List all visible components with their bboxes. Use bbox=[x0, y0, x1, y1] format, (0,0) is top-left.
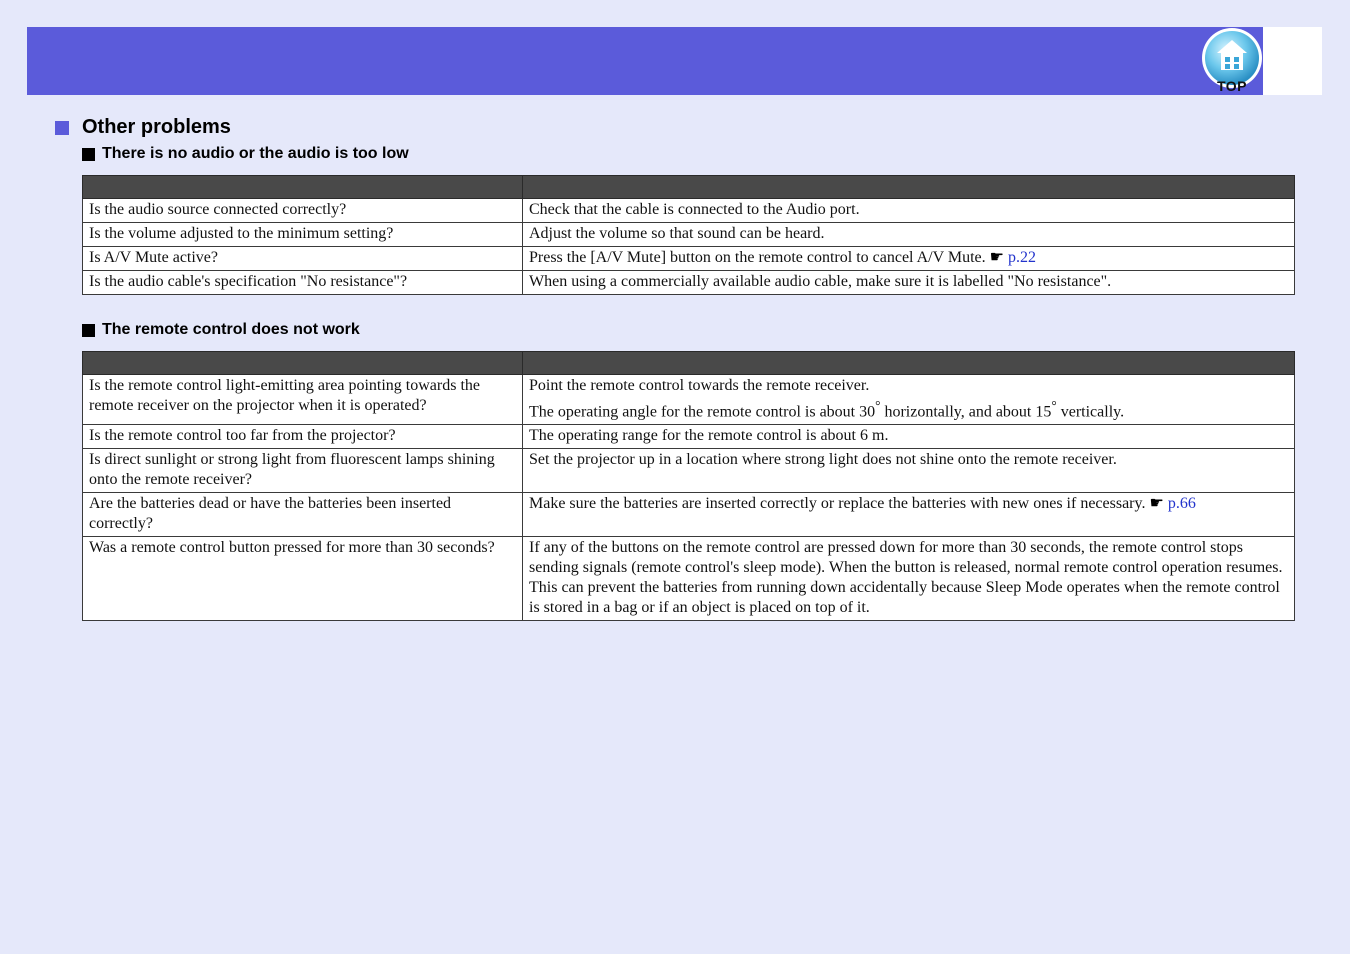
section-square-icon bbox=[55, 121, 69, 135]
check-cell: Is the audio cable's specification "No resistance"? bbox=[83, 271, 523, 295]
table-header-cell bbox=[523, 176, 1295, 199]
table-row bbox=[83, 223, 1295, 247]
section-title bbox=[55, 116, 231, 139]
table-row bbox=[83, 199, 1295, 223]
table-row bbox=[83, 271, 1295, 295]
table-header-cell bbox=[83, 352, 523, 375]
remote-heading-text: The remote control does not work bbox=[102, 321, 360, 338]
check-cell: Is the audio source connected correctly? bbox=[83, 199, 523, 223]
remedy-cell bbox=[523, 247, 1295, 271]
audio-table bbox=[82, 175, 1295, 295]
remedy-cell: Set the projector up in a location where strong light does not shine onto the remote receiver. bbox=[523, 449, 1295, 493]
check-cell: Is A/V Mute active? bbox=[83, 247, 523, 271]
audio-heading-text: There is no audio or the audio is too low bbox=[102, 145, 409, 162]
check-cell: Is the remote control too far from the projector? bbox=[83, 425, 523, 449]
remedy-cell: The operating range for the remote control is about 6 m. bbox=[523, 425, 1295, 449]
remedy-cell: Adjust the volume so that sound can be heard. bbox=[523, 223, 1295, 247]
table-header-row bbox=[83, 352, 1295, 375]
square-bullet-icon bbox=[82, 324, 95, 337]
remedy-cell: If any of the buttons on the remote control are pressed down for more than 30 seconds, the remote control stops sending signals (remote control's sleep mode). When the button is released, normal remote control operation resumes. This can prevent the batteries from running down accidentally because Sleep Mode operates when the remote control is stored in a bag or if an object is placed on top of it. bbox=[523, 537, 1295, 621]
table-row bbox=[83, 449, 1295, 493]
square-bullet-icon bbox=[82, 148, 95, 161]
remedy-text: The operating angle for the remote control is about 30 bbox=[529, 403, 876, 421]
table-header-row bbox=[83, 176, 1295, 199]
top-button[interactable] bbox=[1200, 28, 1264, 94]
table-row bbox=[83, 537, 1295, 621]
table-row bbox=[83, 247, 1295, 271]
remote-table bbox=[82, 351, 1295, 621]
remedy-cell: When using a commercially available audio cable, make sure it is labelled "No resistance". bbox=[523, 271, 1295, 295]
remedy-text: Point the remote control towards the remote receiver. bbox=[529, 377, 870, 394]
page-reference-link[interactable]: p.22 bbox=[1008, 249, 1036, 266]
remedy-cell: Check that the cable is connected to the Audio port. bbox=[523, 199, 1295, 223]
check-cell: Is the remote control light-emitting area pointing towards the remote receiver on the projector when it is operated? bbox=[83, 375, 523, 425]
remedy-text: Press the [A/V Mute] button on the remote control to cancel A/V Mute. bbox=[529, 249, 986, 266]
remedy-text: Make sure the batteries are inserted correctly or replace the batteries with new ones if necessary. bbox=[529, 495, 1146, 513]
pointing-hand-icon: ☛ bbox=[1149, 495, 1164, 513]
header-bar bbox=[27, 27, 1263, 95]
table-row bbox=[83, 425, 1295, 449]
check-cell: Is the volume adjusted to the minimum setting? bbox=[83, 223, 523, 247]
degree-symbol: ° bbox=[875, 398, 881, 413]
audio-heading bbox=[82, 145, 409, 163]
remedy-cell bbox=[523, 493, 1295, 537]
remote-heading bbox=[82, 321, 360, 339]
degree-symbol: ° bbox=[1051, 398, 1057, 413]
table-header-cell bbox=[523, 352, 1295, 375]
header-right-panel bbox=[1263, 27, 1322, 95]
pointing-hand-icon: ☛ bbox=[989, 249, 1004, 266]
remedy-cell bbox=[523, 375, 1295, 425]
table-row bbox=[83, 493, 1295, 537]
section-title-text: Other problems bbox=[82, 116, 231, 138]
page-reference-link[interactable]: p.66 bbox=[1167, 495, 1196, 513]
check-cell: Is direct sunlight or strong light from fluorescent lamps shining onto the remote receiver? bbox=[83, 449, 523, 493]
remedy-text: horizontally, and about 15 bbox=[880, 403, 1052, 421]
table-row bbox=[83, 375, 1295, 425]
top-label: TOP bbox=[1216, 78, 1248, 94]
table-header-cell bbox=[83, 176, 523, 199]
remedy-text: vertically. bbox=[1056, 403, 1125, 421]
check-cell: Was a remote control button pressed for more than 30 seconds? bbox=[83, 537, 523, 621]
check-cell: Are the batteries dead or have the batteries been inserted correctly? bbox=[83, 493, 523, 537]
